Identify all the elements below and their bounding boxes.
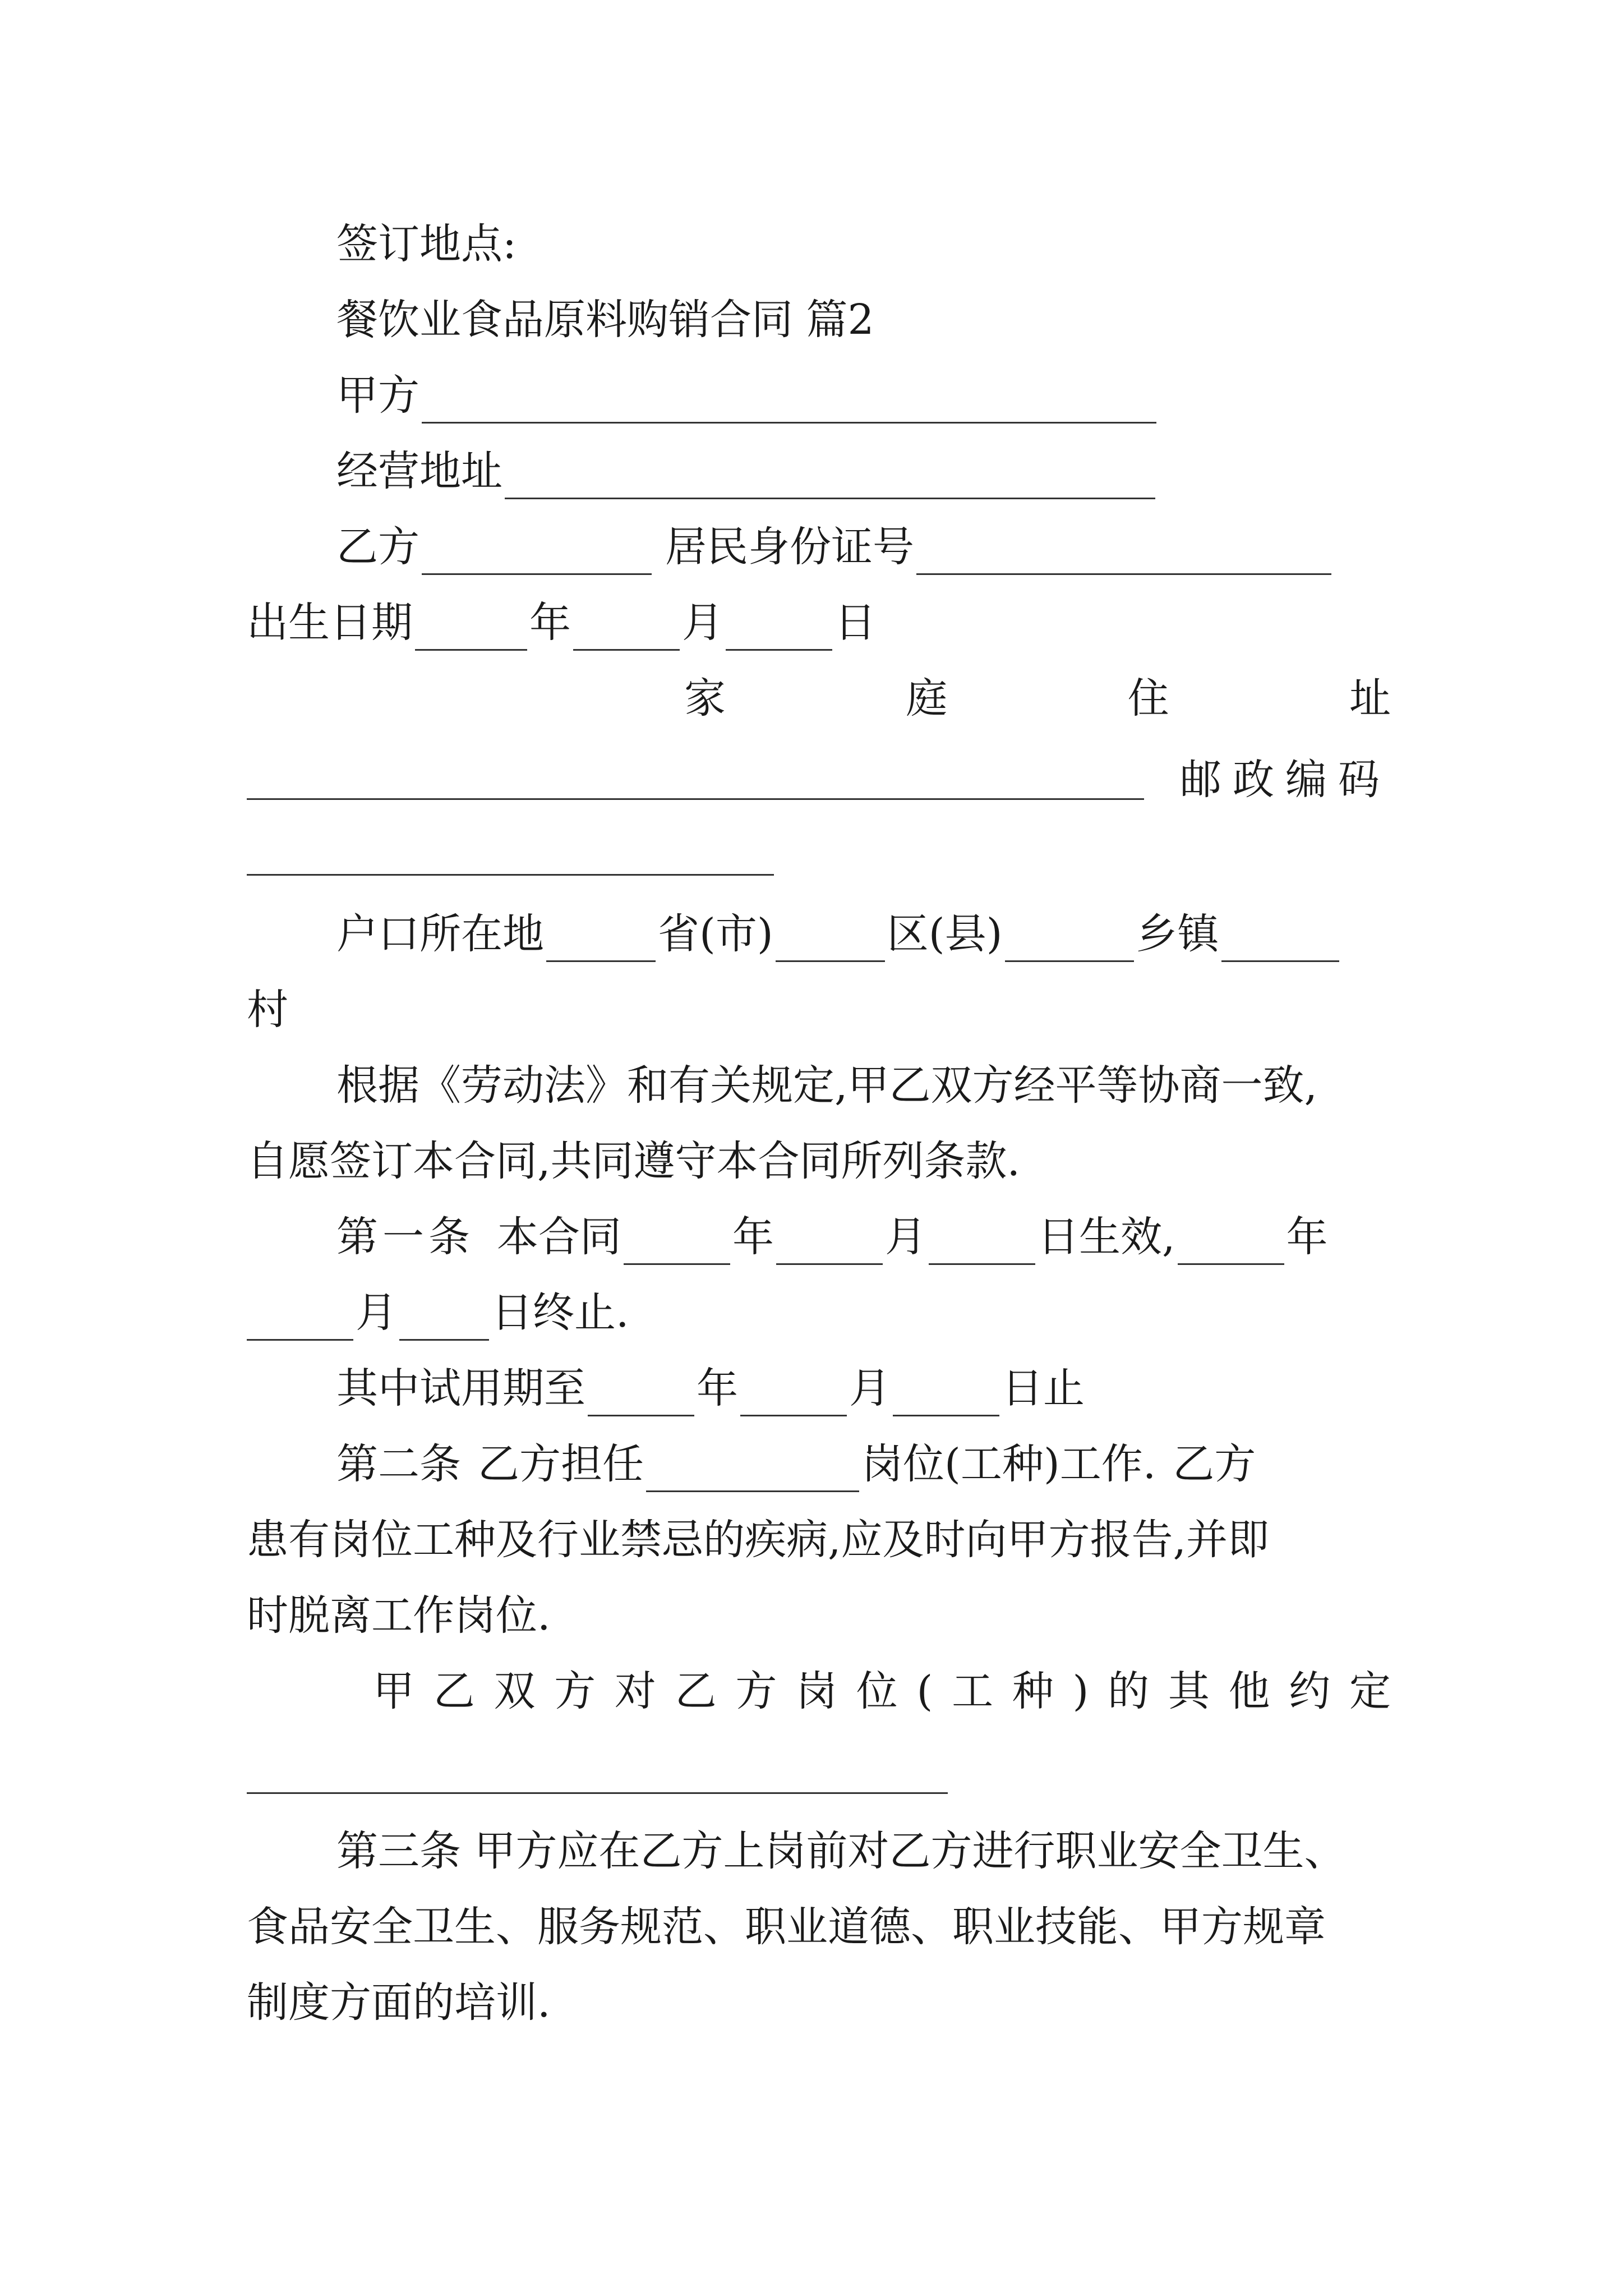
party-a-line [247, 367, 1391, 424]
probation-day-blank[interactable] [893, 1372, 999, 1416]
other-agreement-char: 双 [494, 1667, 536, 1715]
other-agreement-line [373, 1663, 1391, 1719]
other-agreement-char: 对 [614, 1667, 656, 1715]
hukou-label: 户口所在地 [336, 910, 544, 958]
terminate-month-label: 月 [356, 1289, 397, 1337]
village-blank[interactable] [1221, 918, 1339, 962]
other-agreement-char: 方 [554, 1667, 596, 1715]
article-2-label: 第二条 [336, 1440, 461, 1488]
article-2-partyb: 乙方 [1173, 1440, 1256, 1488]
probation-line [247, 1360, 1391, 1416]
birth-date-label: 出生日期 [247, 599, 413, 647]
other-agreement-char: 乙 [675, 1667, 717, 1715]
other-agreement-char: 种 [1012, 1667, 1054, 1715]
home-address-label [684, 670, 1391, 726]
other-agreement-char: 位 [856, 1667, 898, 1715]
home-address-char: 住 [1127, 674, 1169, 723]
party-b-line [247, 519, 1391, 575]
terminate-year-label: 年 [1286, 1213, 1328, 1261]
district-label: 区(县) [887, 910, 1003, 958]
township-label: 乡镇 [1136, 910, 1219, 958]
province-label: 省(市) [658, 910, 773, 958]
party-b-label: 乙方 [336, 523, 419, 571]
effective-month-blank[interactable] [776, 1221, 883, 1265]
province-blank[interactable] [546, 918, 656, 962]
signing-place: 签订地点: [336, 220, 517, 268]
effective-year-blank[interactable] [624, 1221, 730, 1265]
business-address-blank[interactable] [505, 455, 1155, 499]
probation-month-label: 月 [849, 1364, 891, 1412]
article-2-line-3: 时脱离工作岗位. [247, 1591, 551, 1640]
section-title: 餐饮业食品原料购销合同 篇2 [336, 296, 874, 344]
postal-code-blank[interactable] [247, 874, 774, 876]
township-blank[interactable] [1005, 918, 1134, 962]
district-blank[interactable] [776, 918, 885, 962]
birth-month-label: 月 [682, 599, 723, 647]
terminate-year-blank[interactable] [1178, 1221, 1284, 1265]
party-a-blank[interactable] [422, 379, 1156, 424]
other-agreement-blank[interactable] [247, 1792, 948, 1794]
other-agreement-char: 方 [735, 1667, 777, 1715]
party-b-blank[interactable] [422, 531, 652, 575]
terminate-month-blank[interactable] [247, 1296, 353, 1341]
business-address-line [247, 443, 1391, 499]
article-2-line-2: 患有岗位工种及行业禁忌的疾病,应及时向甲方报告,并即 [247, 1516, 1270, 1564]
birth-year-blank[interactable] [415, 606, 527, 651]
other-agreement-char: 甲 [373, 1667, 414, 1715]
home-address-char: 庭 [906, 674, 948, 723]
other-agreement-char: 其 [1168, 1667, 1210, 1715]
effective-day-blank[interactable] [929, 1221, 1035, 1265]
other-agreement-char: 乙 [433, 1667, 475, 1715]
other-agreement-char: 约 [1289, 1667, 1331, 1715]
hukou-line [247, 906, 1391, 962]
id-number-label: 居民身份证号 [665, 523, 914, 571]
birth-day-blank[interactable] [726, 606, 832, 651]
article-1-line-1 [247, 1209, 1391, 1265]
probation-year-label: 年 [697, 1364, 738, 1412]
birth-date-line [247, 595, 1391, 651]
article-2-post: 岗位(工种)工作. [861, 1440, 1156, 1488]
village-label: 村 [247, 986, 288, 1034]
other-agreement-char: 的 [1108, 1667, 1150, 1715]
probation-year-blank[interactable] [588, 1372, 694, 1416]
other-agreement-char: 他 [1228, 1667, 1270, 1715]
other-agreement-char: 定 [1349, 1667, 1391, 1715]
article-1-contract: 本合同 [497, 1213, 621, 1261]
terminate-day-blank[interactable] [399, 1296, 489, 1341]
other-agreement-char: 岗 [796, 1667, 838, 1715]
article-2-line-1 [247, 1436, 1391, 1492]
effective-text: 日生效, [1038, 1213, 1175, 1261]
terminate-text: 日终止. [491, 1289, 629, 1337]
party-a-label: 甲方 [336, 371, 419, 420]
home-address-blank[interactable] [247, 798, 1144, 800]
post-blank[interactable] [646, 1448, 859, 1492]
article-3-line-2: 食品安全卫生、服务规范、职业道德、职业技能、甲方规章 [247, 1903, 1326, 1951]
probation-end-text: 日止 [1002, 1364, 1085, 1412]
effective-month-label: 月 [885, 1213, 926, 1261]
business-address-label: 经营地址 [336, 447, 502, 495]
other-agreement-char: ) [1072, 1667, 1089, 1715]
postal-code-label: 邮政编码 [1180, 756, 1391, 804]
home-address-char: 家 [684, 674, 726, 723]
probation-label: 其中试用期至 [336, 1364, 585, 1412]
birth-day-label: 日 [834, 599, 876, 647]
birth-month-blank[interactable] [573, 606, 680, 651]
basis-paragraph-line-2: 自愿签订本合同,共同遵守本合同所列条款. [247, 1137, 1021, 1185]
effective-year-label: 年 [732, 1213, 774, 1261]
other-agreement-char: 工 [952, 1667, 994, 1715]
basis-paragraph-line-1: 根据《劳动法》和有关规定,甲乙双方经平等协商一致, [336, 1061, 1318, 1110]
other-agreement-char: ( [916, 1667, 933, 1715]
article-2-serve: 乙方担任 [478, 1440, 644, 1488]
article-3-line-1: 第三条 甲方应在乙方上岗前对乙方进行职业安全卫生、 [336, 1827, 1346, 1875]
article-3-line-3: 制度方面的培训. [247, 1978, 551, 2027]
article-1-line-2 [247, 1285, 1391, 1341]
home-address-char: 址 [1349, 674, 1391, 723]
article-1-label: 第一条 [336, 1213, 474, 1261]
probation-month-blank[interactable] [740, 1372, 847, 1416]
birth-year-label: 年 [529, 599, 571, 647]
id-number-blank[interactable] [916, 531, 1331, 575]
